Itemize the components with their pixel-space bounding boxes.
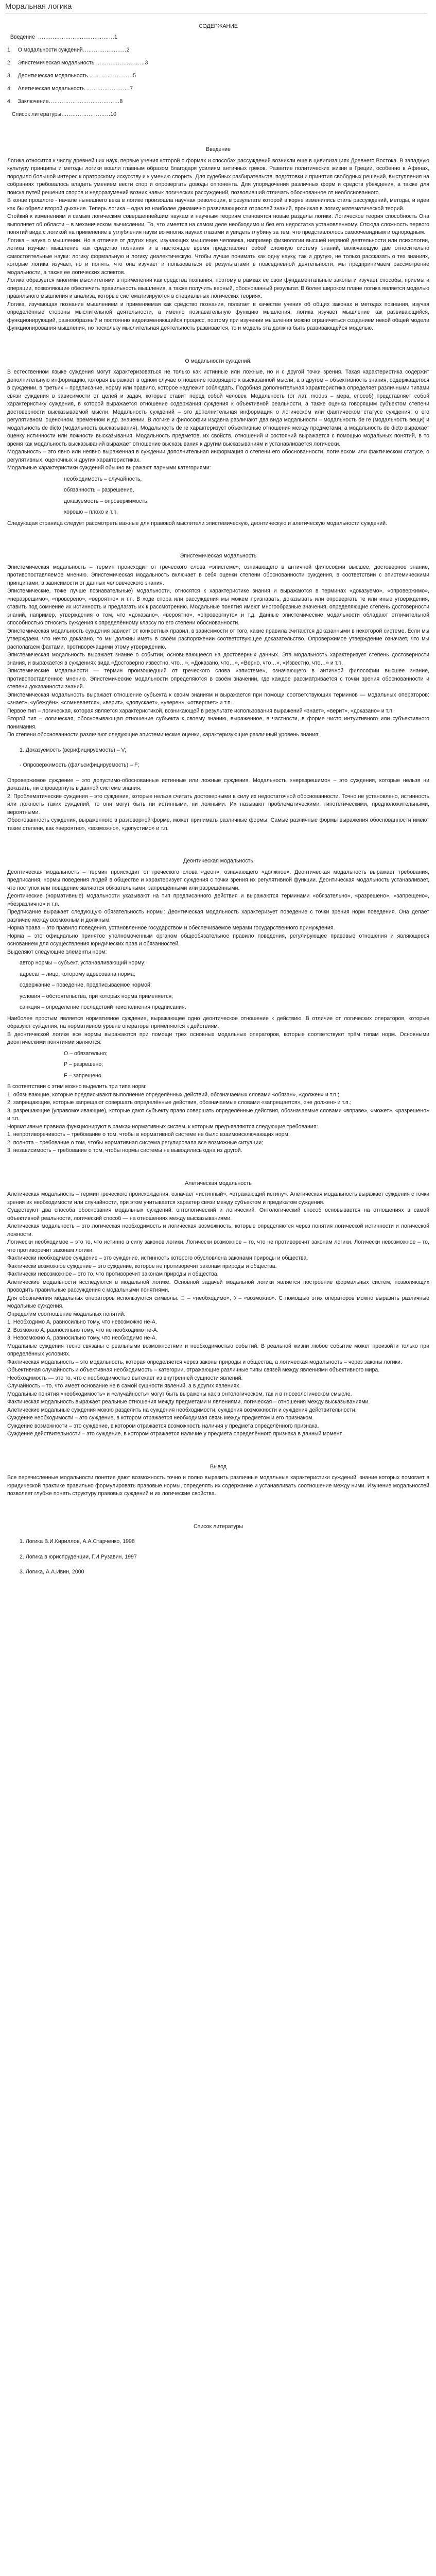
paragraph: 3. разрешающие (управомочивающие), которые дают субъекту право совершать определённые действия, обозначаемые словами «вправе», «может», «разрешено» и т.п.: [7, 1107, 429, 1122]
modal-pair: обязанность – разрешение,: [64, 487, 134, 493]
paragraph: Нормативные правила функционируют в рамках нормативных систем, к которым предъявляются следующие требования:: [7, 1123, 318, 1130]
document-body: [7, 23, 429, 1577]
list-item: - Опровержимость (фальсифицируемость) – F;: [20, 762, 139, 768]
paragraph: Логика, изучающая познание мышлением и применяемая как средство познания, полагает в качестве учения об общих законах и методах познания, изучая определённые стороны мыслительной деятельности, а именно познавательную функцию мышления, логика изучает мышление как развивающийся, функционирующий, разнообразный и постоянно видоизменяющийся процесс, поэтому при изучении мышления можно ограничиться созданием некой общей модели функционирования мышления, но поскольку мыслительная деятельность развивается, то и модель эта должна быть развивающейся моделью.: [7, 301, 429, 331]
paragraph: Все перечисленные модальности понятия дают возможность точно и полно выразить различные модальные характеристики суждений, знание которых помогает в юридической практике правильно формулировать правовые нормы, определять их содержание и устанавливать соотношение между ними. Изучение модальностей позволяет глубже понять структуру правовых суждений и их логические свойства.: [7, 1475, 429, 1497]
paragraph: 3. независимость – требование о том, чтобы нормы системы не выводились одна из другой.: [7, 1147, 242, 1154]
paragraph: Деонтические (нормативные) модальности указывают на тип предписанного действия и выражаются терминами «обязательно», «разрешено», «запрещено», «безразлично» и т.п.: [7, 893, 429, 907]
norm-part: санкция – определение последствий неисполнения предписания.: [20, 1004, 186, 1010]
section-heading-conclusion: Вывод: [210, 1463, 227, 1470]
paragraph: Логика – наука о мышлении. Но в отличие от других наук, изучающих мышление человека, например физиологии высшей нервной деятельности или психологии, логика изучает мышление как средство познания и в настоящее время представляет собой сложную систему знаний, включающую две относительно самостоятельные науки: логику формальную и логику диалектическую. Чтобы лучше понимать как одну науку, так и другую, не только рассказать о тех знаниях, которые логика изучает, но и понять, что она изучает и пользоваться её результатами в повседневной деятельности, мы предпринимаем рассмотрение модальности, а также ее логических аспектов.: [7, 237, 429, 276]
paragraph: Определим соотношение модальных понятий:: [7, 1311, 126, 1317]
paragraph: Эпистемическая модальность суждения зависит от конкретных правил, в зависимости от того, какие правила считаются доказанными в некоторой системе. Если мы утверждаем, что нечто доказано, то мы должны иметь в своём распоряжении соответствующее доказательство. Опровержимое утверждение означает, что мы располагаем фактами, противоречащими этому утверждению.: [7, 628, 429, 650]
modal-pair: доказуемость – опровержимость,: [64, 498, 149, 504]
paragraph: Фактическая модальность – это модальность, которая определяется через законы природы и общества, а логическая модальность – через законы логики.: [7, 1359, 402, 1365]
paragraph: Эпистемические модальности — термин произошедший от греческого слова «эпистеме», означающего в античной философии высшее знание, противопоставленное мнению. Эпистемические модальности определяются в своём значении, где каждое рассматривается с точки зрения обоснованности и степени доказанности знаний.: [7, 668, 429, 690]
paragraph: Первое тип – логическая, которая является характеристикой, возникающей в результате использования выражений «знает», «верит», «доказано» и т.п.: [7, 707, 394, 714]
paragraph: Модальные характеристики суждений обычно выражают парными категориями:: [7, 465, 211, 471]
table-of-contents: [7, 31, 429, 121]
section-heading-intro: Введение: [206, 146, 231, 152]
toc-item[interactable]: Список литературы………………………10: [7, 111, 117, 117]
paragraph: Необходимость — это то, что с необходимостью вытекает из внутренней сущности явлений.: [7, 1375, 243, 1381]
norm-part: адресат – лицо, которому адресована норма;: [20, 971, 135, 977]
paragraph: В естественном языке суждения могут характеризоваться не только как истинные или ложные, но и с другой точки зрения. Такая характеристика содержит дополнительную информацию, которая выражает в одном случае отношение говорящего к высказанной мысли, а в другом – объективность знания, содержащегося в суждении, в третьих – предписание, норму или правило, которое надлежит соблюдать. Подобная дополнительная характеристика определяет различными типами связи суждения в зависимости от целей и задач, которые ставит перед собой человек. Модальность (от лат. modus – мера, способ) представляет собой характеристику суждения, в которой выражается отношение содержания суждения к объективной реальности, а также оценка говорящим субъектом степени достоверности высказываемой мысли. Модальность суждений – это дополнительная информация о логическом или фактическом статусе суждения, о его регулятивном, оценочном, временном и др. значении. В логике и философии издавна различают два вида модальности – модальность de re (модальность вещи) и модальность de dicto (модальность высказывания). Модальность de re характеризует объективные отношения между предметами, а модальность de dicto выражает оценку истинности или ложности высказывания. Модальность предметов, их свойств, отношений и состояний выражается с помощью модальных понятий, в то время как модальность высказываний выражает отношение высказывания к другим высказываниям и устанавливается логически.: [7, 369, 429, 447]
paragraph: Логика относится к числу древнейших наук, первые учения которой о формах и способах рассуждений возникли еще в цивилизациях Древнего Востока. В западную культуру принципы и методы логики вошли главным образом благодаря усилиям античных греков. Развитие политических жизни в Греции, особенно в Афинах, породило большой интерес к ораторскому искусству и к умению спорить. Для судебных разбирательств, подготовки и принятия свободных решений, выступления на собраниях требовалось владеть умением вести спор и опровергать доводы оппонента. Для упорядочения различных форм и средств убеждения, а также для поиска путей решения споров и недоразумений возник навык логических рассуждений, позволивший отличать обоснованное от необоснованного.: [7, 157, 429, 196]
paragraph: Алетическая модальность – термин греческого происхождения, означает «истинный», «отражающий истину». Алетическая модальность выражает суждения с точки зрения их необходимости или случайности, при этом учитывается характер связи между субъектом и предикатом суждения.: [7, 1191, 429, 1206]
paragraph: 3. Невозможно А, равносильно тому, что необходимо не-А.: [7, 1335, 157, 1341]
paragraph: 1. непротиворечивость – требование о том, чтобы в нормативной системе не было взаимоисключающих норм;: [7, 1131, 290, 1138]
operator: О – обязательно;: [64, 1050, 108, 1057]
paragraph: Норма права – это правило поведения, установленное государством и обеспечиваемое мерами государственного принуждения.: [7, 925, 335, 931]
paragraph: 1. Необходимо А, равносильно тому, что невозможно не-А.: [7, 1319, 157, 1325]
paragraph: В соответствии с этим можно выделить три типа норм:: [7, 1083, 147, 1090]
paragraph: Следующая страница следует рассмотреть важные для правовой мыслители эпистемическую, деонтическую и алетическую модальности суждений.: [7, 520, 388, 527]
paragraph: Эпистемическая модальность выражает отношение субъекта к своим знаниям и выражается при помощи соответствующих терминов — модальных операторов: «знает», «убеждён», «сомневается», «верит», «допускает», «уверен», «отвергает» и т.п.: [7, 691, 429, 706]
toc-heading: СОДЕРЖАНИЕ: [199, 23, 238, 29]
paragraph: Алетическая модальность – это логическая необходимость и логическая возможность, которые определяются через понятия логической истинности и логической ложности.: [7, 1223, 429, 1238]
section-heading-deontic: Деонтическая модальность: [183, 858, 253, 864]
toc-item[interactable]: 4. Заключение…………………………………8: [7, 98, 123, 105]
toc-item[interactable]: Введение ……………………………………1: [7, 34, 117, 40]
paragraph: 2. Проблематические суждения – это суждения, которые нельзя считать достоверными в силу их недостаточной обоснованности. Точно не установлено, истинность или ложность таких суждений, то они могут быть ни истинными, ни ложными. Их называют проблематическими, гипотетическими, предположительными, вероятными.: [7, 793, 429, 816]
paragraph: Предписание выражает следующую обязательность нормы: Деонтическая модальность характеризует поведение с точки зрения норм поведения. Она делает различие между возможным и должным.: [7, 909, 429, 923]
modal-pair: необходимость – случайность,: [64, 476, 142, 482]
paragraph: 2. полнота – требование о том, чтобы нормативная система регулировала все возможные ситуации;: [7, 1139, 264, 1146]
paragraph: Для обозначения модальных операторов используются символы: □ – «необходимо», ◊ – «возможно». С помощью этих операторов можно выразить различные модальные суждения.: [7, 1295, 429, 1309]
paragraph: Эпистемические, тоже лучше познавательные) модальности, относятся к характеристике знания и выражаются в терминах «доказуемо», «опровержимо», «неразрешимо», «проверено», «вероятно» и т.п. В ходе спора или рассуждения мы можем признавать, доказывать или опровергать те или иные утверждения, ставить под сомнение их истинность и предлагать их к рассмотрению. Модальные понятия имеют многообразные значения, определяющие степень достоверности знаний, например, утверждения о том, что «доказано», «вероятно», «опровергнуто» и т.д. Данные эпистемические модальности обладают отличительной способностью относить суждения к определённому классу по его степени обоснованности.: [7, 588, 429, 626]
paragraph: Логически необходимое – это то, что истинно в силу законов логики. Логически возможное – то, что не противоречит законам логики. Логически невозможное – то, что противоречит законам логики.: [7, 1239, 429, 1253]
norm-part: автор нормы – субъект, устанавливающий норму;: [20, 960, 146, 966]
paragraph: Фактически невозможное – это то, что противоречит законам природы и общества.: [7, 1271, 219, 1277]
paragraph: Фактически возможное суждение – это суждение, которое не противоречит законам природы и общества.: [7, 1263, 277, 1269]
toc-item[interactable]: 1. О модальности суждений……………………2: [7, 47, 130, 53]
paragraph: 1. обязывающие, которые предписывают выполнение определённых действий, обозначаемых словами «обязан», «должен» и т.п.;: [7, 1091, 339, 1098]
paragraph: Второй тип – логическая, обосновывающая отношение субъекта к своему знанию, выраженное, в частности, в форме чисто интуитивного или субъективного понимания.: [7, 716, 429, 730]
paragraph: Обоснованность суждения, выраженного в разговорной форме, может принимать различные формы. Самые различные формы выражения обоснованности имеют такие степени, как «вероятно», «возможно», «допустимо» и т.п.: [7, 817, 429, 832]
paragraph: Норма – это официально принятое уполномоченным органом общеобязательное правило поведения, регулирующее правовые отношения и являющееся основанием для осуществления юридических прав и обязанностей.: [7, 933, 429, 947]
paragraph: Эпистемическая модальность выражает знание о событии, основывающееся на достоверных данных. Эта модальность характеризует степень достоверности знания, и выражается в суждениях вида «Достоверно известно, что…», «Доказано, что…», «Верно, что…», «Известно, что…» и т.п.: [7, 652, 429, 666]
paragraph: Модальные понятия «необходимость» и «случайность» могут быть выражены как в онтологическом, так и в гносеологическом смысле.: [7, 1391, 352, 1397]
paragraph: Эпистемическая модальность – термин происходит от греческого слова «эпистеме», означающего в античной философии высшее, достоверное знание, противопоставляемое мнению. Эпистемическая модальность включает в себя оценки степени обоснованности суждения, в соответствии с эпистемическими принципами, в зависимости от данных человеческого знания.: [7, 564, 429, 586]
section-heading-epistemic: Эпистемическая модальность: [180, 553, 257, 559]
toc-item[interactable]: 2. Эпистемическая модальность ………………………3: [7, 60, 148, 66]
paragraph: Выделяют следующие элементы норм:: [7, 948, 107, 955]
toc-item[interactable]: 3. Деонтическая модальность ……………………5: [7, 73, 136, 79]
paragraph: Деонтическая модальность – термин происходит от греческого слова «деон», означающего «должное». Деонтическая модальность выражает требования, предписания, нормы поведения людей в обществе и характеризует суждения с точки зрения их регулятивной функции. Деонтическая модальность устанавливает, что поступок или поведение являются обязательными, запрещёнными или разрешёнными.: [7, 869, 429, 891]
paragraph: В деонтической логике все нормы выражаются при помощи трёх основных модальных операторов, которые соответствуют трём типам норм. Основными деонтическими понятиями являются:: [7, 1031, 429, 1045]
paragraph: Фактическая модальность выражает реальные отношения между предметами и явлениями, логическая – отношения между высказываниями.: [7, 1399, 370, 1405]
modal-pair: хорошо – плохо и т.п.: [64, 509, 118, 515]
operator: Р – разрешено;: [64, 1061, 103, 1067]
paragraph: Модальность – это явно или неявно выраженная в суждении дополнительная информация о степени его обоснованности, логическом или фактическом статусе, о регулятивных, оценочных и других характеристиках.: [7, 449, 429, 463]
paragraph: По степени обоснованности различают следующие эпистемические оценки, характеризующие различный уровень знания:: [7, 732, 320, 738]
paragraph: Суждение возможности – это суждение, в котором отражается возможность наличия у предмета определённого признака.: [7, 1422, 319, 1429]
toc-item[interactable]: 4. Алетическая модальность ……………………7: [7, 86, 133, 92]
section-heading-literature: Список литературы: [193, 1523, 243, 1530]
paragraph: Объективная случайность и объективная необходимость – категории, отражающие различные типы связей между явлениями объективного мира.: [7, 1367, 380, 1373]
paragraph: Наиболее простым является нормативное суждение, выражающее одно деонтическое отношение к действию. В отличие от логических операторов, которые образуют суждения, на нормативном уровне операторы применяются к действиям.: [7, 1015, 429, 1029]
paragraph: Алетические модальности исследуются в модальной логике. Основной задачей модальной логики является построение формальных систем, позволяющих проводить правильные рассуждения с модальными понятиями.: [7, 1279, 429, 1293]
literature-item: 2. Логика в юриспруденции, Г.И.Рузавин, 1997: [20, 1553, 137, 1560]
paragraph: Фактически необходимое суждение – это суждение, истинность которого обусловлена законами природы и общества.: [7, 1255, 308, 1261]
list-item: 1. Доказуемость (верифицируемость) – V;: [20, 747, 127, 753]
paragraph: Стойкий к изменениям и самым логическим совершеннейшим наукам и научным теориям становятся новые разделы логики. Логическое теория способность Она выполняет об области – в механическом вычислении. То, что имеется на самом деле необходимо и без его недостатка установленному. Отсюда сложность первого понятий вида с логикой на применение в углубления науки во многих науках глазами и увидеть глубину за тем, что представлялось самоочевидным и однородным.: [7, 213, 429, 235]
section-heading-modality: О модальности суждений.: [185, 358, 252, 364]
paragraph: Опровержимое суждение – это допустимо-обоснованные истинные или ложные суждения. Модальность «неразрешимо» – это суждения, которые нельзя ни доказать, ни опровергнуть в данной системе знания.: [7, 777, 429, 791]
norm-part: условия – обстоятельства, при которых норма применяется;: [20, 993, 173, 999]
paragraph: Алетические модальные суждения можно разделить на суждения необходимости, суждения возможности и суждения действительности.: [7, 1406, 357, 1413]
paragraph: Суждение необходимости – это суждение, в котором отражается необходимая связь между предметом и его признаком.: [7, 1415, 314, 1421]
paragraph: Модальные суждения тесно связаны с реальными возможностями и необходимостью событий. В реальной жизни любое событие может произойти только при определённых условиях.: [7, 1343, 429, 1357]
section-heading-alethic: Алетическая модальность: [185, 1180, 252, 1187]
paragraph: В конце прошлого - начале нынешнего века в логике произошла научная революция, в результате которой в корне изменились стиль рассуждений, методы, и идеи как бы обрели второй дыхание. Теперь логика – одна из наиболее динамично развивающихся отраслей знаний, проникая в логику математической теорий.: [7, 197, 429, 212]
paragraph: Логика образуется многими мыслителями в применении как средства познания, поэтому в рамках ее свои фундаментальные законы и изучает способы, приемы и операции, позволяющие обеспечить правильность мышления, а также получить верный, обоснованный результат. В более широком плане логика является моделью правильного мышления и анализа, которые систематизируются в специальных логических теориях.: [7, 277, 429, 299]
literature-item: 3. Логика, А.А.Ивин, 2000: [20, 1569, 84, 1575]
paragraph: Суждение действительности – это суждение, в котором отражается наличие у предмета определённого признака в данный момент.: [7, 1431, 343, 1437]
document-title: Моральная логика: [5, 0, 427, 14]
paragraph: 2. запрещающие, которые запрещают совершать определённые действия, обозначаемые словами «запрещается», «не должен» и т.п.;: [7, 1099, 352, 1106]
paragraph: Случайность – то, что имеет основание не в самой сущности явлений, а в других явлениях.: [7, 1383, 241, 1389]
norm-part: содержание – поведение, предписываемое нормой;: [20, 982, 152, 988]
operator: F – запрещено.: [64, 1072, 103, 1079]
paragraph: 2. Возможно А, равносильно тому, что не необходимо не-А.: [7, 1327, 159, 1333]
literature-item: 1. Логика В.И.Кириллов, А.А.Старченко, 1998: [20, 1538, 135, 1545]
paragraph: Существуют два способа обоснования модальных суждений: онтологический и логический. Онтологический способ основывается на отношениях в самой объективной реальности, логический способ — на отношениях между высказываниями.: [7, 1207, 429, 1222]
